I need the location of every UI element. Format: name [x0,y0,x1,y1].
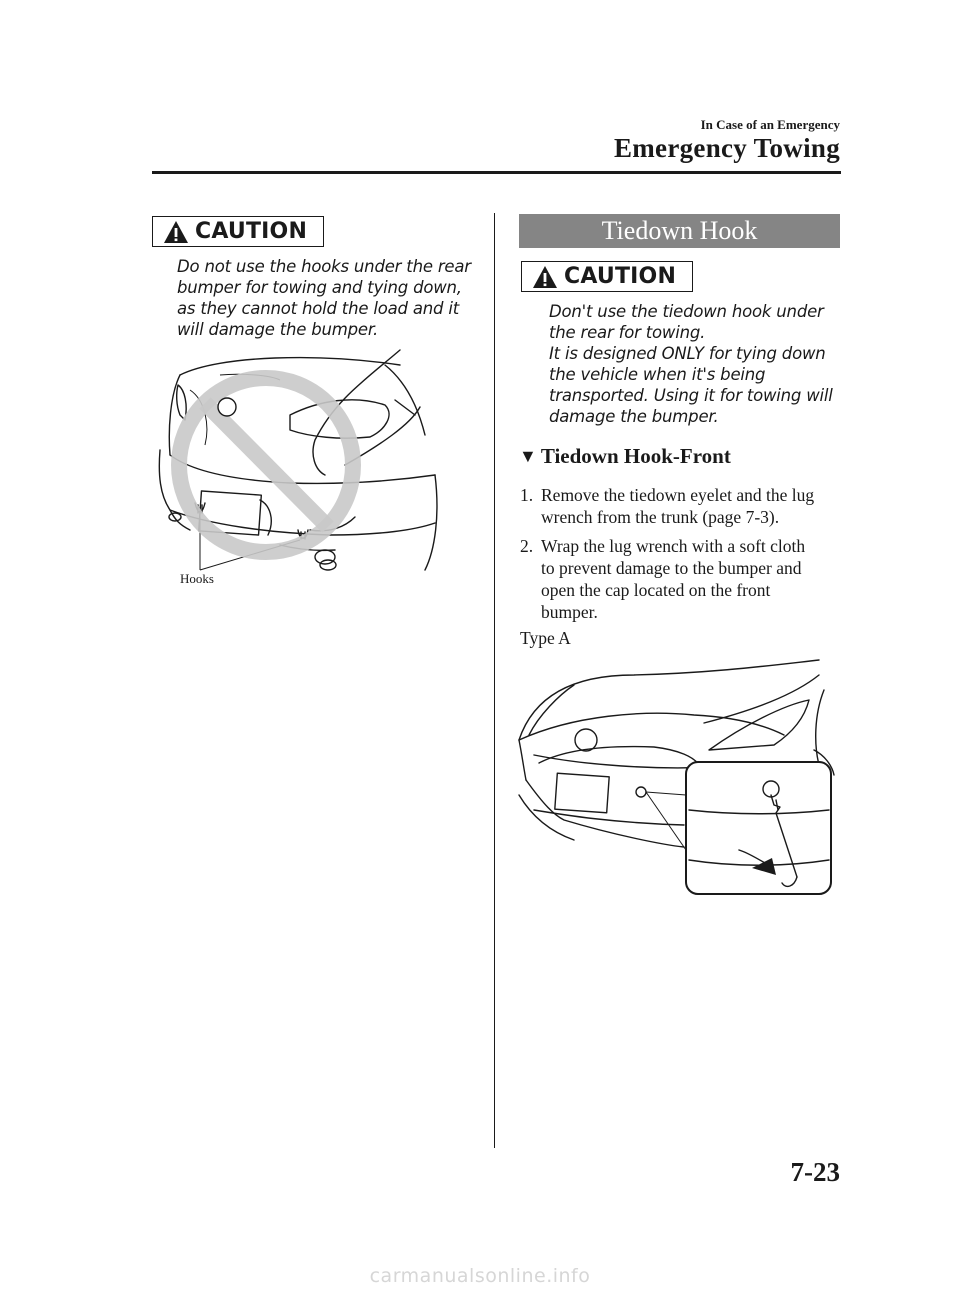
caution-label: CAUTION [195,219,308,244]
step-1 [520,484,840,528]
step-number: 2. [520,536,534,556]
warning-icon [532,265,558,289]
step-number: 1. [520,485,534,505]
page-title: Emergency Towing [613,133,840,163]
caution-box-left [152,216,324,247]
triangle-marker-icon: ▼ [519,446,537,466]
type-label: Type A [520,628,571,648]
step-2 [520,535,840,623]
figure-callout-hooks: Hooks [180,571,214,586]
step-text: Remove the tiedown eyelet and the lug wrench from the trunk (page 7-3). [541,485,815,527]
caution-label: CAUTION [564,264,677,289]
caution-text-right: Don't use the tiedown hook under the rear for towing. It is designed ONLY for tying down the vehicle when it's being transported. Using it for towing will damage the bumper. [549,302,833,426]
header-rule [152,171,841,174]
subheading-text: Tiedown Hook-Front [540,444,731,468]
page-number: 7-23 [790,1157,840,1187]
warning-icon [163,220,189,244]
caution-text-left: Do not use the hooks under the rear bumper for towing and tying down, as they cannot hold the load and it will damage the bumper. [177,257,471,339]
front-bumper-illustration [514,655,844,900]
step-text: Wrap the lug wrench with a soft cloth to prevent damage to the bumper and open the cap located on the front bumper. [541,536,806,622]
chapter-title: In Case of an Emergency [700,117,840,132]
section-heading-bar: Tiedown Hook [519,214,840,248]
subheading [519,444,731,469]
rear-bumper-illustration [150,345,450,590]
caution-box-right [521,261,693,292]
watermark: carmanualsonline.info [369,1265,591,1287]
column-divider [494,213,495,1148]
